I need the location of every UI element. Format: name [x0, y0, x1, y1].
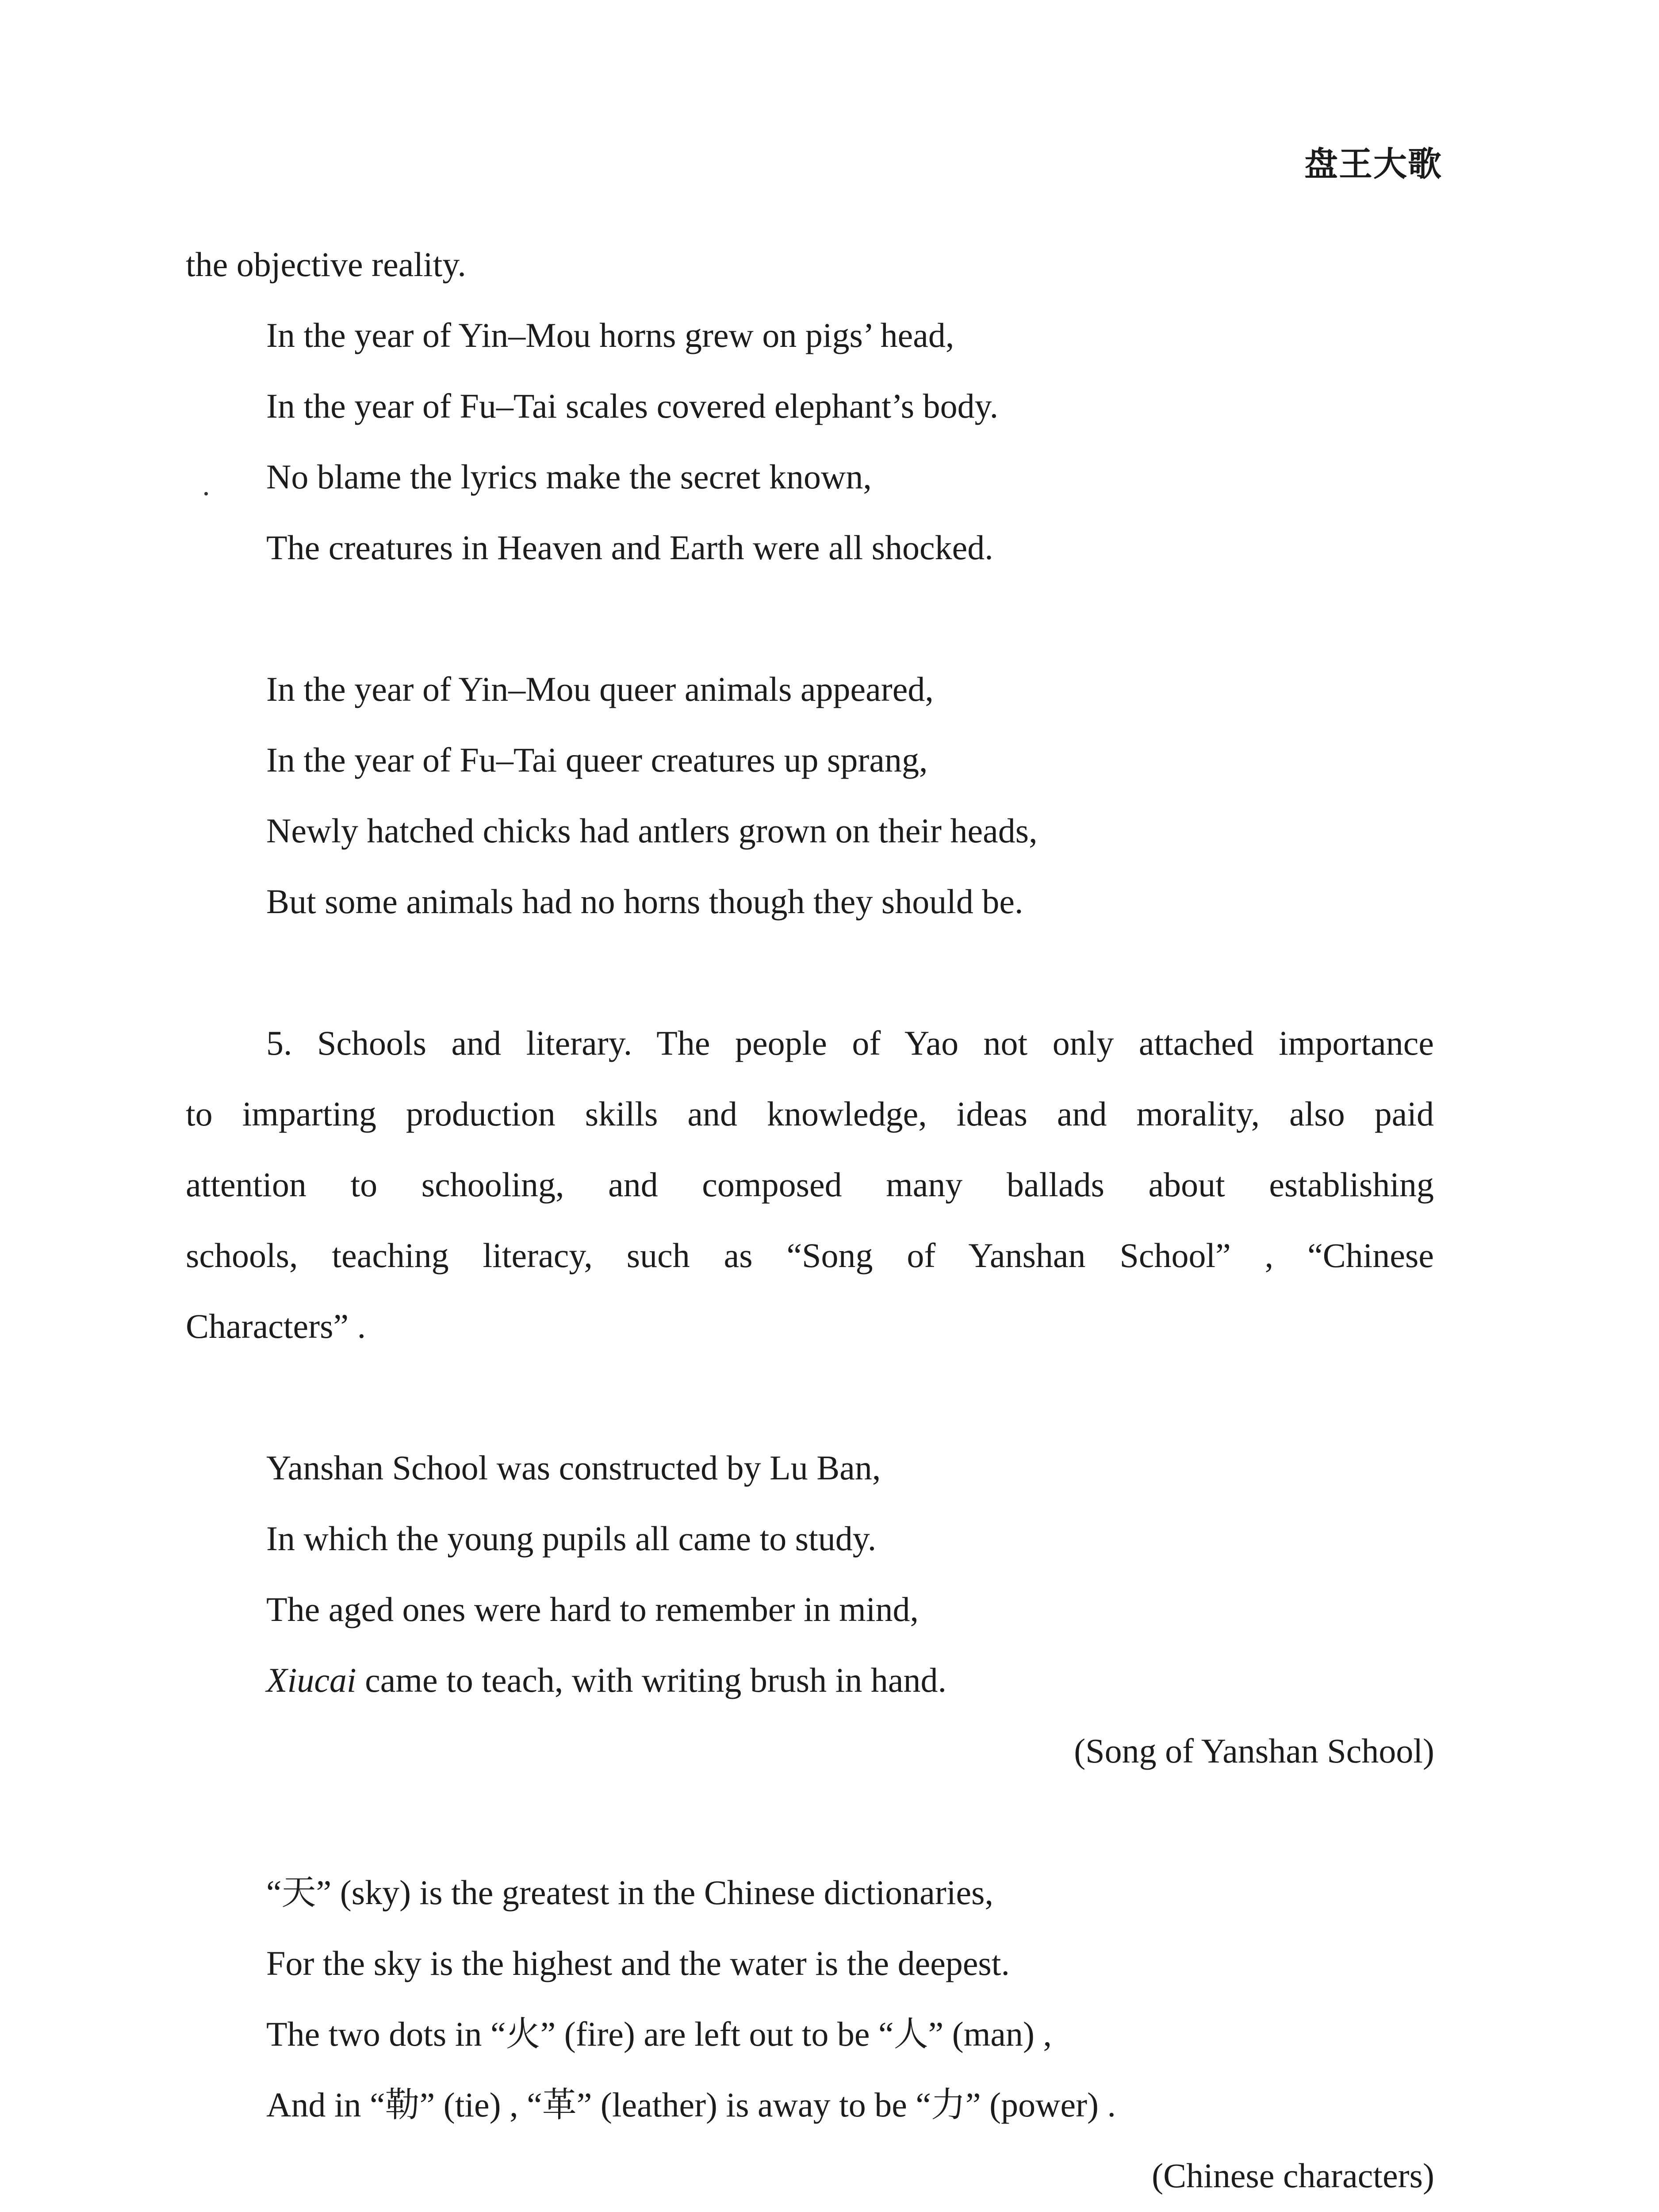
stanza3-line-3: The aged ones were hard to remember in mind,: [266, 1590, 919, 1628]
paragraph-line-3: attention to schooling, and composed many ballads about establishing: [186, 1165, 1434, 1204]
paragraph-line-4: schools, teaching literacy, such as “Song of Yanshan School” , “Chinese: [186, 1236, 1434, 1275]
stanza3-line-4-rest: came to teach, with writing brush in hand.: [356, 1661, 946, 1699]
stanza3-line-2: In which the young pupils all came to study.: [266, 1519, 877, 1558]
stanza4-line-4: And in “勒” (tie) , “革” (leather) is away to be “力” (power) .: [266, 2085, 1116, 2124]
stanza1-line-2: In the year of Fu–Tai scales covered elephant’s body.: [266, 387, 999, 425]
continuation-line: the objective reality.: [186, 245, 466, 284]
paragraph-line-2: to imparting production skills and knowledge, ideas and morality, also paid: [186, 1094, 1434, 1133]
stanza3-line-4: [266, 1658, 946, 1702]
stanza1-line-3: No blame the lyrics make the secret known,: [266, 457, 872, 496]
stanza2-line-2: In the year of Fu–Tai queer creatures up sprang,: [266, 741, 928, 779]
running-header: 盘王大歌: [1304, 144, 1442, 184]
stanza1-line-4: The creatures in Heaven and Earth were all shocked.: [266, 528, 993, 567]
stanza1-line-1: In the year of Yin–Mou horns grew on pigs’ head,: [266, 316, 954, 354]
stanza3-line-1: Yanshan School was constructed by Lu Ban,: [266, 1448, 881, 1487]
stray-dot: [204, 492, 208, 495]
stanza4-line-3: The two dots in “火” (fire) are left out to be “人” (man) ,: [266, 2015, 1052, 2053]
stanza3-source: (Song of Yanshan School): [1074, 1732, 1434, 1770]
xiucai-term: Xiucai: [266, 1661, 356, 1699]
stanza4-line-1: “天” (sky) is the greatest in the Chinese dictionaries,: [266, 1873, 994, 1912]
stanza4-source: (Chinese characters): [1152, 2156, 1434, 2195]
stanza2-line-3: Newly hatched chicks had antlers grown on their heads,: [266, 811, 1038, 850]
stanza2-line-4: But some animals had no horns though they should be.: [266, 882, 1023, 921]
paragraph-line-1: 5. Schools and literary. The people of Yao not only attached importance: [266, 1024, 1434, 1062]
stanza4-line-2: For the sky is the highest and the water is the deepest.: [266, 1944, 1010, 1982]
paragraph-line-5: Characters” .: [186, 1307, 366, 1345]
stanza2-line-1: In the year of Yin–Mou queer animals appeared,: [266, 670, 934, 708]
